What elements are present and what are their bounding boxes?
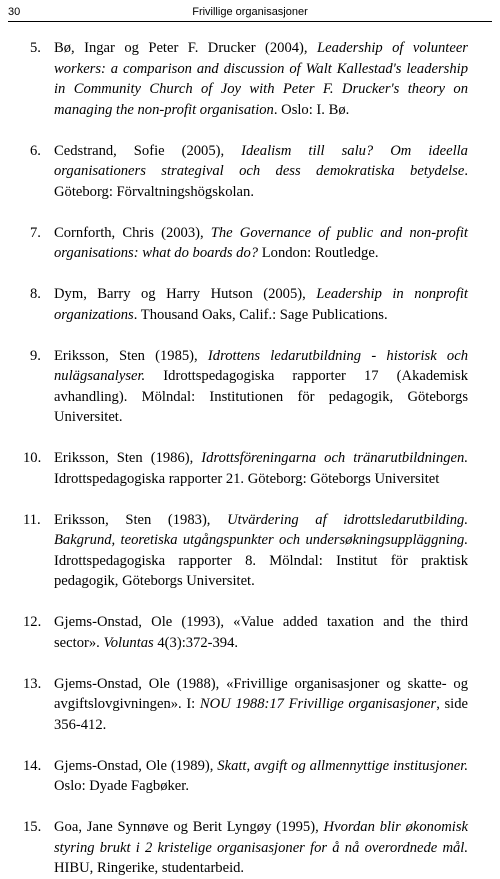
reference-number: 9. bbox=[30, 347, 41, 364]
reference-segment: . Thousand Oaks, Calif.: Sage Publications. bbox=[133, 306, 388, 323]
reference-title: Leadership in nonprofit organizations bbox=[54, 286, 468, 323]
reference-text bbox=[54, 450, 468, 487]
reference-number: 10. bbox=[23, 450, 42, 466]
reference-title: Idrottsföreningarna och tränarutbildningen. bbox=[201, 450, 468, 466]
reference-segment: Cedstrand, Sofie (2005), bbox=[54, 142, 242, 159]
reference-text bbox=[54, 614, 468, 651]
reference-number: 11. bbox=[23, 511, 41, 528]
reference-segment: . Göteborg: Förvaltningshögskolan. bbox=[54, 163, 468, 200]
reference-segment: London: Routledge. bbox=[258, 245, 379, 261]
reference-text bbox=[54, 676, 468, 733]
reference-text bbox=[54, 758, 468, 795]
reference-segment: Eriksson, Sten (1985), bbox=[54, 347, 208, 364]
running-title: Frivillige organisasjoner bbox=[192, 6, 308, 18]
reference-number: 15. bbox=[23, 819, 42, 835]
reference-number: 13. bbox=[23, 675, 42, 692]
reference-item bbox=[30, 141, 468, 203]
reference-text bbox=[54, 143, 468, 200]
reference-item bbox=[30, 284, 468, 325]
reference-segment: . Oslo: I. Bø. bbox=[273, 101, 350, 118]
reference-segment: 4(3):372-394. bbox=[153, 634, 239, 651]
reference-item bbox=[30, 223, 468, 264]
reference-title: Idealism till salu? Om ideella organisationers strategival och dess demokratiska betydelse bbox=[54, 142, 468, 179]
reference-title: Leadership of volunteer workers: a comparison and discussion of Walt Kallestad's leadership in Community Church of Joy with Peter F. Drucker's theory on managing the non-profit organisation bbox=[54, 40, 468, 118]
reference-segment: Goa, Jane Synnøve og Berit Lyngøy (1995), bbox=[54, 819, 324, 835]
reference-item bbox=[23, 817, 469, 879]
page-number: 30 bbox=[8, 6, 21, 18]
reference-item bbox=[30, 38, 468, 120]
reference-title: NOU 1988:17 Frivillige organisasjoner bbox=[199, 696, 437, 712]
reference-number: 12. bbox=[23, 614, 42, 630]
reference-title: Skatt, avgift og allmennyttige institusjoner. bbox=[217, 757, 468, 774]
reference-segment: Bø, Ingar og Peter F. Drucker (2004), bbox=[54, 40, 317, 56]
reference-item bbox=[23, 510, 468, 592]
reference-text bbox=[54, 512, 468, 590]
reference-segment: Eriksson, Sten (1986), bbox=[54, 450, 202, 466]
reference-text bbox=[54, 286, 468, 323]
reference-segment: Idrottspedagogiska rapporter 8. Mölndal: Institut för praktisk pedagogik, Göteborgs Universitet. bbox=[54, 552, 468, 589]
reference-title: Hvordan blir økonomisk styring brukt i 2 kristelige organisasjoner for å nå overordnede mål. bbox=[54, 819, 469, 856]
reference-text bbox=[54, 819, 468, 876]
reference-title: Idrottens ledarutbildning - historisk och nulägsanalyser. bbox=[54, 347, 468, 384]
reference-segment: Gjems-Onstad, Ole (1993), «Value added taxation and the third sector». bbox=[54, 614, 468, 651]
reference-segment: Gjems-Onstad, Ole (1988), «Frivillige organisasjoner og skatte- og avgiftslovgivningen». I: bbox=[54, 675, 468, 712]
reference-segment: HIBU, Ringerike, studentarbeid. bbox=[54, 860, 245, 876]
reference-item bbox=[23, 756, 468, 797]
reference-list bbox=[23, 38, 469, 879]
reference-segment: Dym, Barry og Harry Hutson (2005), bbox=[54, 286, 317, 302]
reference-title: The Governance of public and non-profit organisations: what do boards do? bbox=[54, 224, 468, 261]
reference-segment: , side 356-412. bbox=[54, 696, 468, 733]
reference-number: 5. bbox=[30, 40, 41, 56]
reference-number: 7. bbox=[30, 224, 41, 241]
reference-item bbox=[30, 346, 468, 428]
reference-number: 14. bbox=[23, 757, 42, 774]
reference-segment: Idrottspedagogiska rapporter 17 (Akademisk avhandling). Mölndal: Institutionen för pedagogik, Göteborgs Universitet. bbox=[54, 368, 468, 425]
reference-item bbox=[23, 448, 468, 489]
reference-segment: Eriksson, Sten (1983), bbox=[54, 511, 228, 528]
reference-number: 6. bbox=[30, 142, 41, 159]
reference-number: 8. bbox=[30, 286, 41, 302]
reference-segment: Cornforth, Chris (2003), bbox=[54, 224, 211, 241]
reference-title: Utvärdering af idrottsledarutbilding. Bakgrund, teoretiska utgångspunkter och undersøkningsuppläggning. bbox=[54, 511, 468, 548]
reference-title: Voluntas bbox=[103, 634, 154, 651]
reference-item bbox=[23, 612, 468, 653]
reference-text bbox=[54, 225, 468, 262]
reference-segment: Gjems-Onstad, Ole (1989), bbox=[54, 757, 218, 774]
reference-segment: Oslo: Dyade Fagbøker. bbox=[54, 778, 189, 794]
page-header bbox=[8, 4, 492, 22]
reference-segment: Idrottspedagogiska rapporter 21. Göteborg: Göteborgs Universitet bbox=[54, 470, 440, 487]
reference-text bbox=[54, 40, 468, 118]
reference-text bbox=[54, 348, 468, 426]
reference-item bbox=[23, 674, 468, 736]
